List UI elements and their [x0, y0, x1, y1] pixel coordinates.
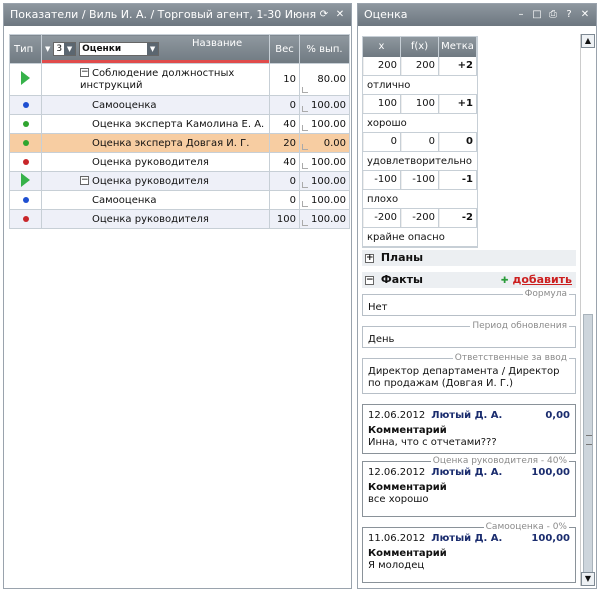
formula-legend: Формула: [524, 289, 567, 299]
group-play-icon: [21, 71, 30, 85]
add-fact-link[interactable]: ✚ добавить: [501, 272, 572, 289]
fact-author: Лютый Д. А.: [431, 467, 503, 478]
scale-col-fx: f(x): [401, 37, 439, 57]
facts-section-header[interactable]: [362, 272, 576, 288]
scroll-down-button[interactable]: ▼: [581, 572, 595, 586]
scale-col-x: x: [363, 37, 401, 57]
evaluation-title: Оценка: [364, 8, 408, 21]
close-icon[interactable]: ✕: [580, 9, 590, 20]
level-select[interactable]: [53, 42, 76, 56]
col-header-type[interactable]: Тип: [10, 35, 42, 64]
scale-cell-x: 200: [363, 57, 401, 75]
formula-value: Нет: [368, 302, 388, 313]
close-icon[interactable]: ✕: [335, 9, 345, 20]
filter-value: Оценки: [82, 44, 122, 54]
table-row[interactable]: [10, 115, 350, 134]
scale-row: [363, 95, 477, 114]
level-value: 3: [56, 44, 63, 54]
row-name: Оценка руководителя: [92, 213, 209, 225]
table-row[interactable]: [10, 210, 350, 229]
scale-row: [363, 57, 477, 76]
row-pct: 0.00: [300, 134, 350, 153]
scale-cell-label: 0: [439, 133, 477, 151]
blue-status-dot-icon: [23, 197, 29, 203]
row-name: Оценка эксперта Довгая И. Г.: [92, 137, 250, 149]
row-pct: 100.00: [300, 115, 350, 134]
plans-label: Планы: [380, 251, 424, 264]
scale-row: [363, 209, 477, 228]
row-pct: 100.00: [300, 172, 350, 191]
minimize-icon[interactable]: –: [518, 9, 524, 20]
scale-cell-label: +1: [439, 95, 477, 113]
collapse-icon[interactable]: −: [81, 67, 89, 77]
scale-table-header: [363, 37, 477, 57]
row-weight: 0: [270, 96, 300, 115]
fact-card[interactable]: [362, 522, 576, 583]
scroll-thumb[interactable]: [583, 314, 593, 576]
row-pct: 100.00: [300, 153, 350, 172]
col-header-weight[interactable]: Вес: [270, 35, 300, 64]
fact-card[interactable]: [362, 404, 576, 454]
scale-description: хорошо: [363, 114, 477, 133]
refresh-icon[interactable]: ⟳: [319, 9, 329, 20]
print-icon[interactable]: ⎙: [549, 9, 557, 20]
help-icon[interactable]: ?: [566, 9, 572, 20]
fact-date: 11.06.2012: [368, 533, 426, 544]
red-status-dot-icon: [23, 159, 29, 165]
scale-cell-label: -1: [439, 171, 477, 189]
fact-date: 12.06.2012: [368, 410, 426, 421]
sort-indicator: [42, 60, 269, 63]
col-header-name-label[interactable]: Название: [192, 38, 243, 49]
period-legend: Период обновления: [472, 321, 567, 331]
indicators-panel: [3, 3, 352, 589]
fact-comment: Инна, что с отчетами???: [368, 437, 497, 448]
row-weight: 40: [270, 153, 300, 172]
maximize-icon[interactable]: □: [532, 9, 542, 20]
row-pct: 100.00: [300, 191, 350, 210]
table-row[interactable]: [10, 191, 350, 210]
fact-card[interactable]: [362, 456, 576, 517]
scale-cell-fx: -100: [401, 171, 439, 189]
fact-score: 100,00: [531, 467, 570, 478]
collapse-icon[interactable]: −: [366, 274, 374, 285]
green-status-dot-icon: [23, 121, 29, 127]
fact-author: Лютый Д. А.: [431, 410, 503, 421]
scale-cell-label: +2: [439, 57, 477, 75]
row-name: Оценка руководителя: [92, 156, 209, 168]
scale-row: [363, 133, 477, 152]
fact-comment: Я молодец: [368, 560, 425, 571]
formula-field: [362, 289, 576, 316]
chevron-down-icon: ▼: [147, 43, 158, 55]
row-weight: 10: [270, 64, 300, 96]
responsible-value: Директор департамента / Директор по продажам (Довгая И. Г.): [368, 366, 560, 389]
fact-date: 12.06.2012: [368, 467, 426, 478]
group-play-icon: [21, 173, 30, 187]
scale-cell-fx: -200: [401, 209, 439, 227]
row-weight: 0: [270, 191, 300, 210]
row-name: Оценка руководителя: [92, 175, 209, 187]
fact-comment: все хорошо: [368, 494, 429, 505]
scale-description: удовлетворительно: [363, 152, 477, 171]
table-row[interactable]: [10, 172, 350, 191]
red-status-dot-icon: [23, 216, 29, 222]
plans-section-header[interactable]: [362, 250, 576, 266]
chevron-down-icon: ▼: [64, 43, 75, 55]
filter-select[interactable]: [79, 42, 159, 56]
facts-label: Факты: [380, 273, 423, 286]
period-value: День: [368, 334, 395, 345]
fact-comment-label: Комментарий: [368, 482, 447, 493]
scale-table: [362, 36, 478, 248]
fact-legend: Самооценка - 0%: [485, 522, 567, 532]
row-weight: 100: [270, 210, 300, 229]
period-field: [362, 321, 576, 348]
scale-col-label: Метка: [439, 37, 477, 57]
indicators-title: Показатели / Виль И. А. / Торговый агент, 1-30 Июня: [10, 8, 317, 21]
scale-row: [363, 171, 477, 190]
scale-cell-fx: 100: [401, 95, 439, 113]
fact-score: 100,00: [531, 533, 570, 544]
fact-comment-label: Комментарий: [368, 425, 447, 436]
fact-comment-label: Комментарий: [368, 548, 447, 559]
row-pct: 100.00: [300, 210, 350, 229]
evaluation-panel: [357, 3, 597, 589]
row-name: Оценка эксперта Камолина Е. А.: [92, 118, 265, 130]
row-weight: 20: [270, 134, 300, 153]
indicators-titlebar: [4, 4, 351, 26]
table-row[interactable]: [10, 64, 350, 96]
scale-description: плохо: [363, 190, 477, 209]
scale-cell-x: 100: [363, 95, 401, 113]
table-row[interactable]: [10, 96, 350, 115]
responsible-field: [362, 353, 576, 394]
row-pct: 100.00: [300, 96, 350, 115]
fact-author: Лютый Д. А.: [431, 533, 503, 544]
scroll-up-button[interactable]: ▲: [581, 34, 595, 48]
sort-arrow-icon[interactable]: ▼: [45, 45, 51, 53]
indicators-table: [9, 34, 350, 229]
scale-cell-label: -2: [439, 209, 477, 227]
row-pct: 80.00: [300, 64, 350, 96]
col-header-pct[interactable]: % вып.: [300, 35, 350, 64]
row-weight: 0: [270, 172, 300, 191]
scale-cell-x: 0: [363, 133, 401, 151]
green-status-dot-icon: [23, 140, 29, 146]
scale-cell-x: -200: [363, 209, 401, 227]
scale-cell-fx: 200: [401, 57, 439, 75]
expand-icon[interactable]: +: [366, 252, 374, 263]
fact-legend: Оценка руководителя - 40%: [432, 456, 567, 466]
table-header: [10, 35, 350, 64]
scale-description: крайне опасно: [363, 228, 477, 247]
responsible-legend: Ответственные за ввод: [454, 353, 567, 363]
scale-description: отлично: [363, 76, 477, 95]
scale-cell-x: -100: [363, 171, 401, 189]
col-header-name: [42, 35, 270, 64]
row-name: Самооценка: [92, 194, 157, 206]
collapse-icon[interactable]: −: [81, 175, 89, 185]
vertical-scrollbar[interactable]: [580, 34, 594, 586]
evaluation-body[interactable]: [360, 28, 596, 589]
scale-cell-fx: 0: [401, 133, 439, 151]
row-name: Самооценка: [92, 99, 157, 111]
table-row[interactable]: [10, 153, 350, 172]
fact-score: 0,00: [545, 410, 570, 421]
row-weight: 40: [270, 115, 300, 134]
row-name: Соблюдение должностных инструкций: [80, 67, 235, 91]
evaluation-titlebar: [358, 4, 596, 26]
blue-status-dot-icon: [23, 102, 29, 108]
table-row[interactable]: [10, 134, 350, 153]
